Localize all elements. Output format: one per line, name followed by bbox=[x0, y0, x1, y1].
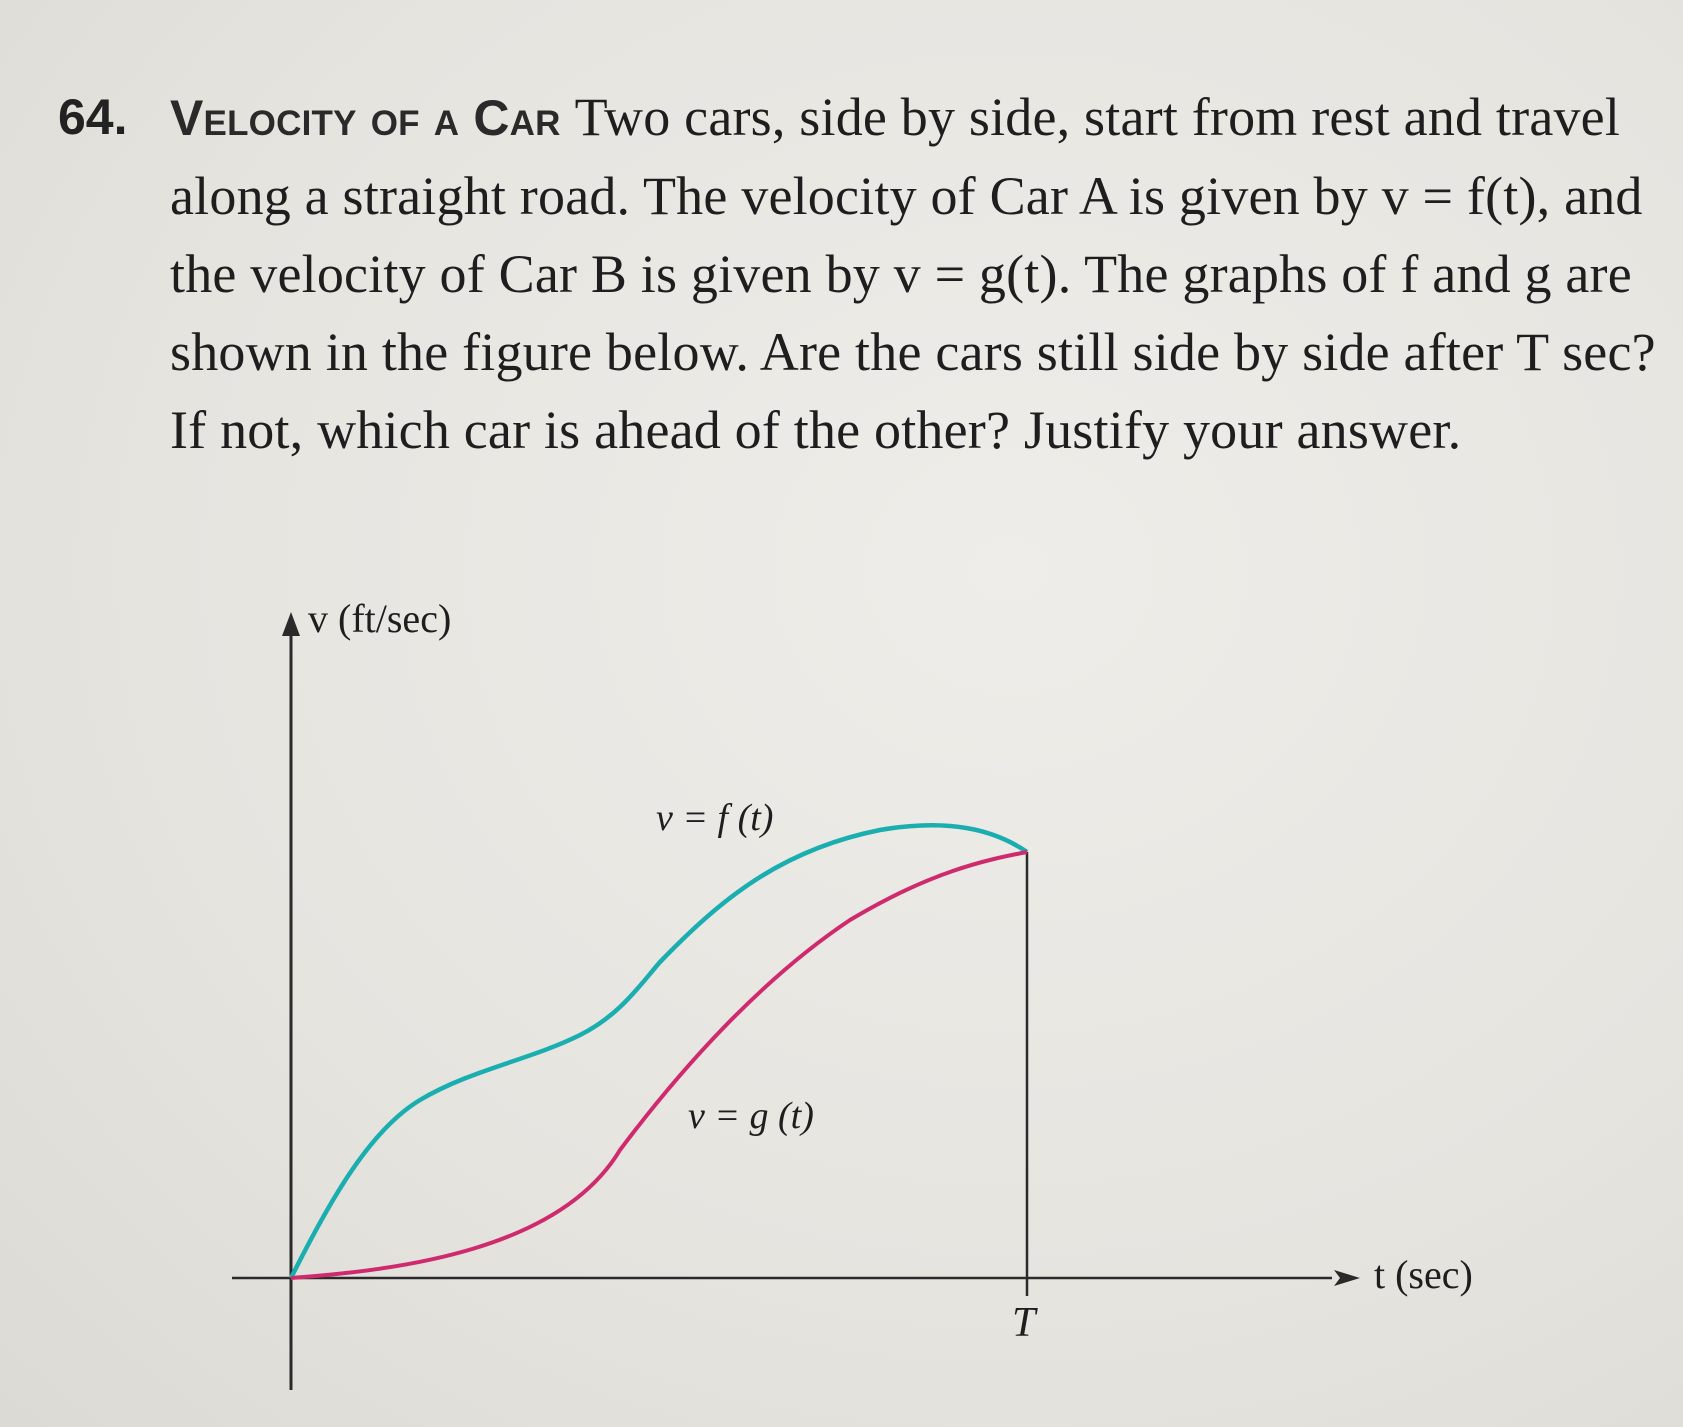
curve-f-label: v = f (t) bbox=[656, 797, 774, 839]
problem-body: Two cars, side by side, start from rest and travel along a straight road. The velocity of Car A is given by v = f(t), and the velocity of Car B is given by v = g(t). The graphs of f and g are shown in the figure below. Are the cars still side by side after T sec? If not, which car is ahead of the other? Justify your answer. bbox=[170, 87, 1656, 460]
curve-g-label: v = g (t) bbox=[688, 1095, 814, 1137]
curve-g bbox=[291, 852, 1027, 1278]
v-axis-arrow-icon bbox=[282, 612, 300, 636]
t-axis-arrow-icon bbox=[1334, 1270, 1360, 1286]
v-axis-label: v (ft/sec) bbox=[308, 596, 452, 641]
curve-f bbox=[291, 825, 1027, 1278]
problem-title: Velocity of a Car bbox=[170, 90, 561, 146]
problem-number: 64. bbox=[58, 89, 128, 145]
t-axis-label: t (sec) bbox=[1374, 1252, 1473, 1297]
t-tick-label-T: T bbox=[1012, 1300, 1036, 1346]
